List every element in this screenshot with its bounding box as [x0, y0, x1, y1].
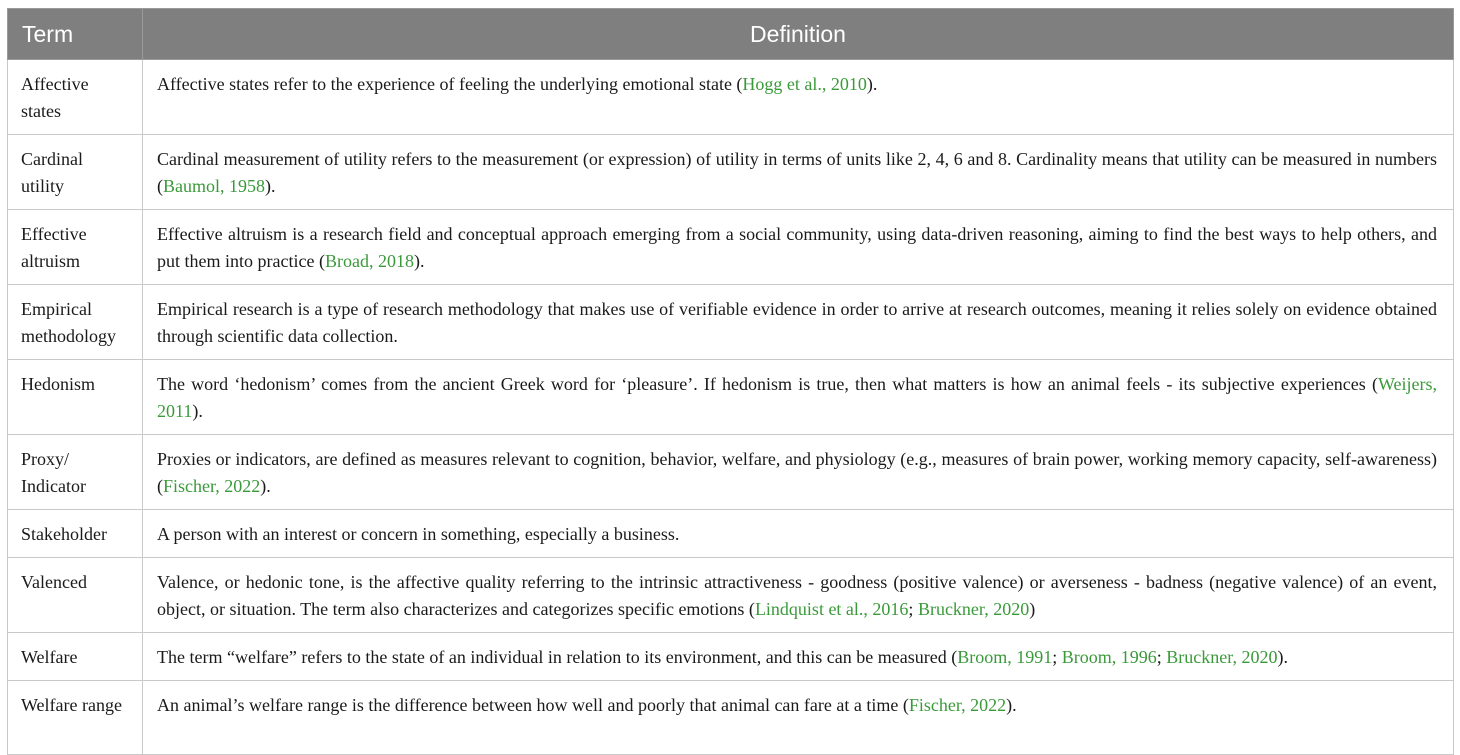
- table-row: [8, 435, 1454, 510]
- definition-text: ).: [1277, 647, 1289, 667]
- definition-text: Cardinal measurement of utility refers to the measurement (or expression) of utility in terms of units like 2, 4, 6 and 8. Cardinality means that utility can be measured in numbers (: [157, 149, 1437, 196]
- term-cell: Stakeholder: [8, 510, 143, 558]
- term-cell: Empirical methodology: [8, 285, 143, 360]
- table-row: [8, 633, 1454, 681]
- definition-column-header: Definition: [143, 9, 1454, 60]
- citation-link[interactable]: Bruckner, 2020: [1166, 647, 1278, 667]
- table-row: [8, 285, 1454, 360]
- definition-cell: [143, 210, 1454, 285]
- definition-cell: [143, 435, 1454, 510]
- definition-text: Effective altruism is a research field and conceptual approach emerging from a social community, using data-driven reasoning, aiming to find the best ways to help others, and put them into practice (: [157, 224, 1437, 271]
- definition-text: The term “welfare” refers to the state of an individual in relation to its environment, and this can be measured (: [157, 647, 958, 667]
- definition-text: ).: [1006, 695, 1017, 715]
- definition-text: ;: [1052, 647, 1062, 667]
- table-row: [8, 135, 1454, 210]
- definition-text: ;: [1156, 647, 1167, 667]
- definition-text: ).: [192, 401, 203, 421]
- definition-text: ).: [265, 176, 276, 196]
- definition-text: ).: [866, 74, 878, 94]
- citation-link[interactable]: Hogg et al., 2010: [742, 74, 867, 94]
- citation-link[interactable]: Broom, 1996: [1061, 647, 1157, 667]
- definition-text: Affective states refer to the experience of feeling the underlying emotional state (: [157, 74, 743, 94]
- definition-cell: [143, 360, 1454, 435]
- definitions-table-container: [7, 8, 1453, 755]
- definition-cell: [143, 681, 1454, 755]
- table-row: [8, 558, 1454, 633]
- term-cell: Hedonism: [8, 360, 143, 435]
- term-cell: Welfare: [8, 633, 143, 681]
- table-header-row: [8, 9, 1454, 60]
- term-cell: Proxy/ Indicator: [8, 435, 143, 510]
- citation-link[interactable]: Fischer, 2022: [908, 695, 1007, 715]
- definition-text: ;: [908, 599, 918, 619]
- definition-text: ): [1029, 599, 1036, 619]
- table-row: [8, 60, 1454, 135]
- citation-link[interactable]: Broad, 2018: [324, 251, 414, 271]
- citation-link[interactable]: Lindquist et al., 2016: [754, 599, 909, 619]
- table-row: [8, 510, 1454, 558]
- definition-cell: [143, 135, 1454, 210]
- term-cell: Cardinal utility: [8, 135, 143, 210]
- definitions-table: [7, 8, 1454, 755]
- table-row: [8, 360, 1454, 435]
- citation-link[interactable]: Weijers, 2011: [157, 374, 1437, 421]
- term-column-header: Term: [8, 9, 143, 60]
- definition-cell: [143, 60, 1454, 135]
- definition-text: An animal’s welfare range is the difference between how well and poorly that animal can fare at a time (: [157, 695, 909, 715]
- term-cell: Affective states: [8, 60, 143, 135]
- table-row: [8, 210, 1454, 285]
- citation-link[interactable]: Broom, 1991: [957, 647, 1053, 667]
- definition-text: ).: [413, 251, 425, 271]
- table-row: [8, 681, 1454, 755]
- definition-cell: [143, 285, 1454, 360]
- citation-link[interactable]: Fischer, 2022: [163, 476, 261, 496]
- term-cell: Effective altruism: [8, 210, 143, 285]
- term-cell: Valenced: [8, 558, 143, 633]
- definition-text: The word ‘hedonism’ comes from the ancient Greek word for ‘pleasure’. If hedonism is true, then what matters is how an animal feels - its subjective experiences (: [157, 374, 1378, 394]
- definition-cell: [143, 510, 1454, 558]
- citation-link[interactable]: Bruckner, 2020: [917, 599, 1030, 619]
- definition-text: Proxies or indicators, are defined as measures relevant to cognition, behavior, welfare, and physiology (e.g., measures of brain power, working memory capacity, self-awareness) (: [157, 449, 1437, 496]
- citation-link[interactable]: Baumol, 1958: [163, 176, 265, 196]
- definition-text: Empirical research is a type of research methodology that makes use of verifiable evidence in order to arrive at research outcomes, meaning it relies solely on evidence obtained through scientific data collection.: [157, 299, 1437, 346]
- definition-cell: [143, 558, 1454, 633]
- definition-text: Valence, or hedonic tone, is the affective quality referring to the intrinsic attractiveness - goodness (positive valence) or averseness - badness (negative valence) of an event, object, or situation. The term also characterizes and categorizes specific emotions (: [157, 572, 1437, 619]
- definition-text: ).: [260, 476, 271, 496]
- definition-text: A person with an interest or concern in something, especially a business.: [157, 524, 680, 544]
- definition-cell: [143, 633, 1454, 681]
- term-cell: Welfare range: [8, 681, 143, 755]
